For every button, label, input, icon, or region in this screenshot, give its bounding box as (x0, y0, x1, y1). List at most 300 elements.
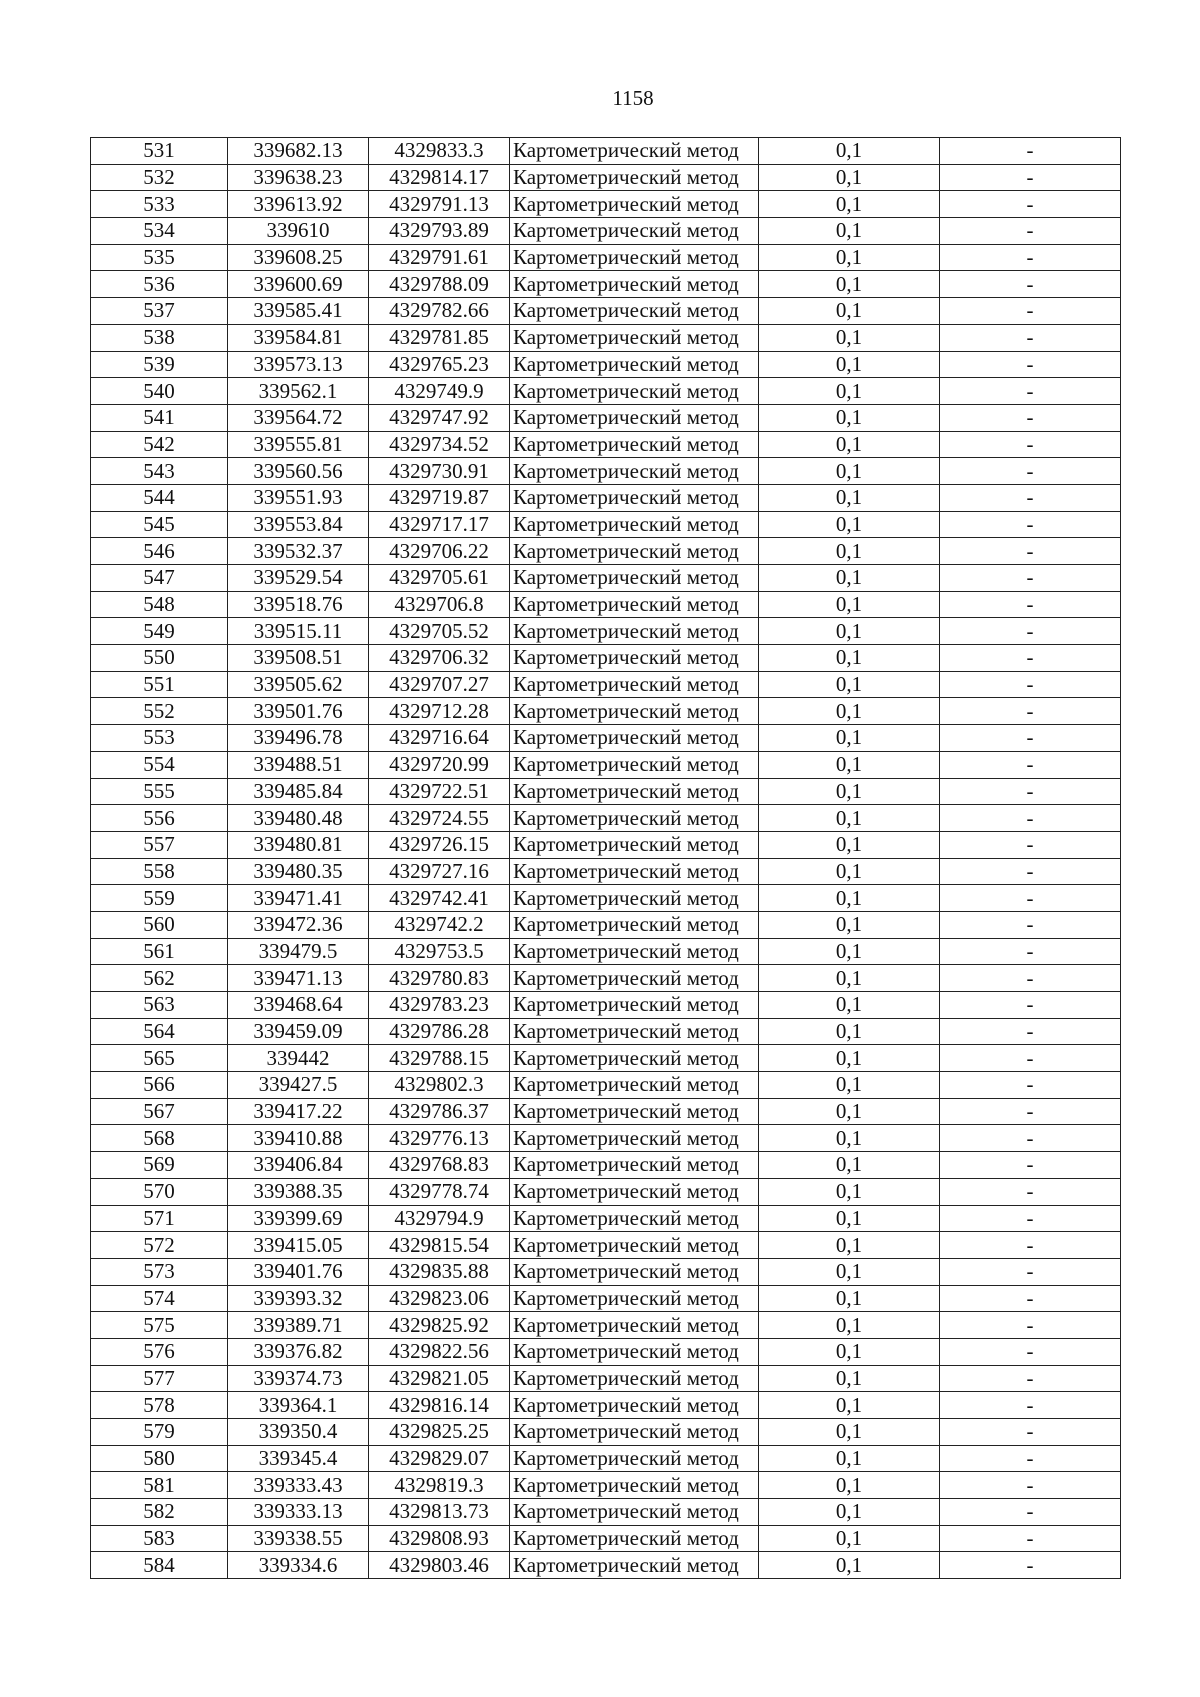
note-cell: - (940, 324, 1121, 351)
table-row (91, 1152, 1121, 1179)
point-number-cell: 572 (91, 1232, 228, 1259)
note-cell: - (940, 698, 1121, 725)
method-cell: Картометрический метод (510, 965, 759, 992)
accuracy-cell: 0,1 (759, 885, 940, 912)
accuracy-cell: 0,1 (759, 911, 940, 938)
method-cell: Картометрический метод (510, 271, 759, 298)
note-cell: - (940, 1205, 1121, 1232)
x-coordinate-cell: 339472.36 (228, 911, 369, 938)
point-number-cell: 567 (91, 1098, 228, 1125)
table-row (91, 1392, 1121, 1419)
note-cell: - (940, 1338, 1121, 1365)
accuracy-cell: 0,1 (759, 1098, 940, 1125)
y-coordinate-cell: 4329793.89 (369, 218, 510, 245)
x-coordinate-cell: 339551.93 (228, 484, 369, 511)
method-cell: Картометрический метод (510, 751, 759, 778)
table-row (91, 1338, 1121, 1365)
y-coordinate-cell: 4329780.83 (369, 965, 510, 992)
point-number-cell: 555 (91, 778, 228, 805)
note-cell: - (940, 618, 1121, 645)
point-number-cell: 560 (91, 911, 228, 938)
point-number-cell: 550 (91, 645, 228, 672)
y-coordinate-cell: 4329814.17 (369, 164, 510, 191)
method-cell: Картометрический метод (510, 191, 759, 218)
table-row (91, 751, 1121, 778)
table-row (91, 511, 1121, 538)
y-coordinate-cell: 4329786.37 (369, 1098, 510, 1125)
note-cell: - (940, 164, 1121, 191)
point-number-cell: 549 (91, 618, 228, 645)
x-coordinate-cell: 339417.22 (228, 1098, 369, 1125)
table-row (91, 1178, 1121, 1205)
y-coordinate-cell: 4329719.87 (369, 484, 510, 511)
note-cell: - (940, 1125, 1121, 1152)
note-cell: - (940, 1552, 1121, 1579)
accuracy-cell: 0,1 (759, 484, 940, 511)
method-cell: Картометрический метод (510, 164, 759, 191)
y-coordinate-cell: 4329706.32 (369, 645, 510, 672)
accuracy-cell: 0,1 (759, 1205, 940, 1232)
y-coordinate-cell: 4329791.13 (369, 191, 510, 218)
point-number-cell: 545 (91, 511, 228, 538)
y-coordinate-cell: 4329791.61 (369, 244, 510, 271)
point-number-cell: 580 (91, 1445, 228, 1472)
y-coordinate-cell: 4329822.56 (369, 1338, 510, 1365)
method-cell: Картометрический метод (510, 1499, 759, 1526)
x-coordinate-cell: 339573.13 (228, 351, 369, 378)
point-number-cell: 582 (91, 1499, 228, 1526)
y-coordinate-cell: 4329705.52 (369, 618, 510, 645)
table-row (91, 1419, 1121, 1446)
method-cell: Картометрический метод (510, 511, 759, 538)
method-cell: Картометрический метод (510, 298, 759, 325)
note-cell: - (940, 751, 1121, 778)
note-cell: - (940, 1499, 1121, 1526)
accuracy-cell: 0,1 (759, 191, 940, 218)
method-cell: Картометрический метод (510, 591, 759, 618)
x-coordinate-cell: 339532.37 (228, 538, 369, 565)
y-coordinate-cell: 4329825.25 (369, 1419, 510, 1446)
note-cell: - (940, 911, 1121, 938)
point-number-cell: 539 (91, 351, 228, 378)
accuracy-cell: 0,1 (759, 1472, 940, 1499)
accuracy-cell: 0,1 (759, 858, 940, 885)
point-number-cell: 552 (91, 698, 228, 725)
point-number-cell: 534 (91, 218, 228, 245)
point-number-cell: 579 (91, 1419, 228, 1446)
method-cell: Картометрический метод (510, 431, 759, 458)
x-coordinate-cell: 339505.62 (228, 671, 369, 698)
table-row (91, 298, 1121, 325)
table-row (91, 992, 1121, 1019)
page-number: 1158 (612, 86, 654, 110)
y-coordinate-cell: 4329765.23 (369, 351, 510, 378)
x-coordinate-cell: 339564.72 (228, 404, 369, 431)
method-cell: Картометрический метод (510, 911, 759, 938)
x-coordinate-cell: 339485.84 (228, 778, 369, 805)
note-cell: - (940, 1018, 1121, 1045)
accuracy-cell: 0,1 (759, 351, 940, 378)
table-row (91, 1472, 1121, 1499)
table-row (91, 1098, 1121, 1125)
accuracy-cell: 0,1 (759, 992, 940, 1019)
point-number-cell: 568 (91, 1125, 228, 1152)
y-coordinate-cell: 4329712.28 (369, 698, 510, 725)
method-cell: Картометрический метод (510, 645, 759, 672)
note-cell: - (940, 351, 1121, 378)
x-coordinate-cell: 339480.48 (228, 805, 369, 832)
method-cell: Картометрический метод (510, 565, 759, 592)
accuracy-cell: 0,1 (759, 324, 940, 351)
table-row (91, 1499, 1121, 1526)
note-cell: - (940, 645, 1121, 672)
accuracy-cell: 0,1 (759, 805, 940, 832)
y-coordinate-cell: 4329819.3 (369, 1472, 510, 1499)
table-row (91, 1312, 1121, 1339)
table-row (91, 1525, 1121, 1552)
x-coordinate-cell: 339600.69 (228, 271, 369, 298)
x-coordinate-cell: 339374.73 (228, 1365, 369, 1392)
x-coordinate-cell: 339585.41 (228, 298, 369, 325)
accuracy-cell: 0,1 (759, 378, 940, 405)
y-coordinate-cell: 4329749.9 (369, 378, 510, 405)
note-cell: - (940, 992, 1121, 1019)
table-row (91, 591, 1121, 618)
accuracy-cell: 0,1 (759, 1525, 940, 1552)
x-coordinate-cell: 339682.13 (228, 138, 369, 165)
method-cell: Картометрический метод (510, 1552, 759, 1579)
table-row (91, 805, 1121, 832)
method-cell: Картометрический метод (510, 404, 759, 431)
accuracy-cell: 0,1 (759, 751, 940, 778)
accuracy-cell: 0,1 (759, 164, 940, 191)
note-cell: - (940, 1045, 1121, 1072)
accuracy-cell: 0,1 (759, 271, 940, 298)
note-cell: - (940, 1152, 1121, 1179)
method-cell: Картометрический метод (510, 484, 759, 511)
point-number-cell: 543 (91, 458, 228, 485)
y-coordinate-cell: 4329781.85 (369, 324, 510, 351)
method-cell: Картометрический метод (510, 1445, 759, 1472)
y-coordinate-cell: 4329722.51 (369, 778, 510, 805)
method-cell: Картометрический метод (510, 1152, 759, 1179)
accuracy-cell: 0,1 (759, 1072, 940, 1099)
accuracy-cell: 0,1 (759, 538, 940, 565)
accuracy-cell: 0,1 (759, 458, 940, 485)
coordinates-table (90, 137, 1121, 1579)
method-cell: Картометрический метод (510, 805, 759, 832)
method-cell: Картометрический метод (510, 725, 759, 752)
point-number-cell: 562 (91, 965, 228, 992)
table-row (91, 858, 1121, 885)
x-coordinate-cell: 339480.35 (228, 858, 369, 885)
method-cell: Картометрический метод (510, 324, 759, 351)
method-cell: Картометрический метод (510, 1018, 759, 1045)
y-coordinate-cell: 4329717.17 (369, 511, 510, 538)
x-coordinate-cell: 339488.51 (228, 751, 369, 778)
x-coordinate-cell: 339471.13 (228, 965, 369, 992)
method-cell: Картометрический метод (510, 1258, 759, 1285)
note-cell: - (940, 1312, 1121, 1339)
note-cell: - (940, 671, 1121, 698)
method-cell: Картометрический метод (510, 1125, 759, 1152)
point-number-cell: 581 (91, 1472, 228, 1499)
method-cell: Картометрический метод (510, 938, 759, 965)
x-coordinate-cell: 339393.32 (228, 1285, 369, 1312)
point-number-cell: 547 (91, 565, 228, 592)
point-number-cell: 570 (91, 1178, 228, 1205)
y-coordinate-cell: 4329808.93 (369, 1525, 510, 1552)
accuracy-cell: 0,1 (759, 138, 940, 165)
note-cell: - (940, 138, 1121, 165)
accuracy-cell: 0,1 (759, 1152, 940, 1179)
point-number-cell: 531 (91, 138, 228, 165)
note-cell: - (940, 271, 1121, 298)
point-number-cell: 563 (91, 992, 228, 1019)
y-coordinate-cell: 4329706.22 (369, 538, 510, 565)
method-cell: Картометрический метод (510, 1472, 759, 1499)
method-cell: Картометрический метод (510, 1312, 759, 1339)
accuracy-cell: 0,1 (759, 1499, 940, 1526)
table-row (91, 911, 1121, 938)
y-coordinate-cell: 4329794.9 (369, 1205, 510, 1232)
table-row (91, 244, 1121, 271)
x-coordinate-cell: 339479.5 (228, 938, 369, 965)
x-coordinate-cell: 339427.5 (228, 1072, 369, 1099)
x-coordinate-cell: 339345.4 (228, 1445, 369, 1472)
point-number-cell: 578 (91, 1392, 228, 1419)
accuracy-cell: 0,1 (759, 965, 940, 992)
table-row (91, 725, 1121, 752)
x-coordinate-cell: 339459.09 (228, 1018, 369, 1045)
y-coordinate-cell: 4329802.3 (369, 1072, 510, 1099)
accuracy-cell: 0,1 (759, 778, 940, 805)
point-number-cell: 583 (91, 1525, 228, 1552)
note-cell: - (940, 858, 1121, 885)
y-coordinate-cell: 4329706.8 (369, 591, 510, 618)
method-cell: Картометрический метод (510, 1338, 759, 1365)
table-row (91, 885, 1121, 912)
method-cell: Картометрический метод (510, 671, 759, 698)
accuracy-cell: 0,1 (759, 591, 940, 618)
point-number-cell: 546 (91, 538, 228, 565)
table-row (91, 1205, 1121, 1232)
x-coordinate-cell: 339406.84 (228, 1152, 369, 1179)
table-row (91, 645, 1121, 672)
note-cell: - (940, 725, 1121, 752)
note-cell: - (940, 484, 1121, 511)
method-cell: Картометрический метод (510, 351, 759, 378)
y-coordinate-cell: 4329816.14 (369, 1392, 510, 1419)
table-row (91, 1365, 1121, 1392)
method-cell: Картометрический метод (510, 458, 759, 485)
table-row (91, 1072, 1121, 1099)
table-row (91, 404, 1121, 431)
x-coordinate-cell: 339508.51 (228, 645, 369, 672)
note-cell: - (940, 1178, 1121, 1205)
table-row (91, 698, 1121, 725)
point-number-cell: 584 (91, 1552, 228, 1579)
accuracy-cell: 0,1 (759, 1045, 940, 1072)
accuracy-cell: 0,1 (759, 1018, 940, 1045)
x-coordinate-cell: 339501.76 (228, 698, 369, 725)
x-coordinate-cell: 339638.23 (228, 164, 369, 191)
method-cell: Картометрический метод (510, 1365, 759, 1392)
y-coordinate-cell: 4329825.92 (369, 1312, 510, 1339)
point-number-cell: 532 (91, 164, 228, 191)
x-coordinate-cell: 339468.64 (228, 992, 369, 1019)
note-cell: - (940, 1098, 1121, 1125)
table-row (91, 938, 1121, 965)
point-number-cell: 561 (91, 938, 228, 965)
method-cell: Картометрический метод (510, 538, 759, 565)
accuracy-cell: 0,1 (759, 1312, 940, 1339)
y-coordinate-cell: 4329742.2 (369, 911, 510, 938)
point-number-cell: 544 (91, 484, 228, 511)
accuracy-cell: 0,1 (759, 671, 940, 698)
y-coordinate-cell: 4329803.46 (369, 1552, 510, 1579)
table-row (91, 671, 1121, 698)
accuracy-cell: 0,1 (759, 1365, 940, 1392)
point-number-cell: 541 (91, 404, 228, 431)
note-cell: - (940, 538, 1121, 565)
method-cell: Картометрический метод (510, 1232, 759, 1259)
x-coordinate-cell: 339410.88 (228, 1125, 369, 1152)
method-cell: Картометрический метод (510, 1098, 759, 1125)
note-cell: - (940, 885, 1121, 912)
point-number-cell: 573 (91, 1258, 228, 1285)
note-cell: - (940, 805, 1121, 832)
y-coordinate-cell: 4329813.73 (369, 1499, 510, 1526)
x-coordinate-cell: 339338.55 (228, 1525, 369, 1552)
note-cell: - (940, 244, 1121, 271)
point-number-cell: 538 (91, 324, 228, 351)
accuracy-cell: 0,1 (759, 565, 940, 592)
note-cell: - (940, 511, 1121, 538)
method-cell: Картометрический метод (510, 138, 759, 165)
x-coordinate-cell: 339496.78 (228, 725, 369, 752)
x-coordinate-cell: 339584.81 (228, 324, 369, 351)
note-cell: - (940, 1365, 1121, 1392)
x-coordinate-cell: 339401.76 (228, 1258, 369, 1285)
table-row (91, 1285, 1121, 1312)
accuracy-cell: 0,1 (759, 1285, 940, 1312)
x-coordinate-cell: 339415.05 (228, 1232, 369, 1259)
method-cell: Картометрический метод (510, 1045, 759, 1072)
x-coordinate-cell: 339555.81 (228, 431, 369, 458)
table-body (91, 138, 1121, 1579)
table-row (91, 431, 1121, 458)
table-row (91, 778, 1121, 805)
y-coordinate-cell: 4329742.41 (369, 885, 510, 912)
y-coordinate-cell: 4329833.3 (369, 138, 510, 165)
y-coordinate-cell: 4329705.61 (369, 565, 510, 592)
table-row (91, 271, 1121, 298)
y-coordinate-cell: 4329776.13 (369, 1125, 510, 1152)
y-coordinate-cell: 4329730.91 (369, 458, 510, 485)
method-cell: Картометрический метод (510, 858, 759, 885)
point-number-cell: 556 (91, 805, 228, 832)
accuracy-cell: 0,1 (759, 1232, 940, 1259)
y-coordinate-cell: 4329720.99 (369, 751, 510, 778)
method-cell: Картометрический метод (510, 1205, 759, 1232)
x-coordinate-cell: 339364.1 (228, 1392, 369, 1419)
x-coordinate-cell: 339333.43 (228, 1472, 369, 1499)
x-coordinate-cell: 339529.54 (228, 565, 369, 592)
point-number-cell: 577 (91, 1365, 228, 1392)
table-row (91, 378, 1121, 405)
method-cell: Картометрический метод (510, 244, 759, 271)
accuracy-cell: 0,1 (759, 1552, 940, 1579)
method-cell: Картометрический метод (510, 885, 759, 912)
y-coordinate-cell: 4329747.92 (369, 404, 510, 431)
accuracy-cell: 0,1 (759, 1419, 940, 1446)
note-cell: - (940, 1472, 1121, 1499)
y-coordinate-cell: 4329707.27 (369, 671, 510, 698)
point-number-cell: 569 (91, 1152, 228, 1179)
method-cell: Картометрический метод (510, 1525, 759, 1552)
method-cell: Картометрический метод (510, 378, 759, 405)
point-number-cell: 554 (91, 751, 228, 778)
point-number-cell: 575 (91, 1312, 228, 1339)
note-cell: - (940, 218, 1121, 245)
x-coordinate-cell: 339515.11 (228, 618, 369, 645)
point-number-cell: 564 (91, 1018, 228, 1045)
accuracy-cell: 0,1 (759, 1445, 940, 1472)
accuracy-cell: 0,1 (759, 645, 940, 672)
table-row (91, 1045, 1121, 1072)
method-cell: Картометрический метод (510, 618, 759, 645)
point-number-cell: 566 (91, 1072, 228, 1099)
method-cell: Картометрический метод (510, 1285, 759, 1312)
note-cell: - (940, 1419, 1121, 1446)
table-row (91, 965, 1121, 992)
y-coordinate-cell: 4329768.83 (369, 1152, 510, 1179)
point-number-cell: 535 (91, 244, 228, 271)
accuracy-cell: 0,1 (759, 938, 940, 965)
x-coordinate-cell: 339399.69 (228, 1205, 369, 1232)
accuracy-cell: 0,1 (759, 404, 940, 431)
table-row (91, 618, 1121, 645)
note-cell: - (940, 191, 1121, 218)
method-cell: Картометрический метод (510, 1392, 759, 1419)
note-cell: - (940, 1392, 1121, 1419)
accuracy-cell: 0,1 (759, 1125, 940, 1152)
x-coordinate-cell: 339389.71 (228, 1312, 369, 1339)
method-cell: Картометрический метод (510, 698, 759, 725)
x-coordinate-cell: 339610 (228, 218, 369, 245)
method-cell: Картометрический метод (510, 1072, 759, 1099)
note-cell: - (940, 938, 1121, 965)
note-cell: - (940, 404, 1121, 431)
note-cell: - (940, 1232, 1121, 1259)
y-coordinate-cell: 4329786.28 (369, 1018, 510, 1045)
x-coordinate-cell: 339350.4 (228, 1419, 369, 1446)
table-row (91, 324, 1121, 351)
note-cell: - (940, 565, 1121, 592)
note-cell: - (940, 1525, 1121, 1552)
note-cell: - (940, 778, 1121, 805)
table-row (91, 1125, 1121, 1152)
table-row (91, 831, 1121, 858)
accuracy-cell: 0,1 (759, 1258, 940, 1285)
point-number-cell: 571 (91, 1205, 228, 1232)
accuracy-cell: 0,1 (759, 244, 940, 271)
point-number-cell: 565 (91, 1045, 228, 1072)
y-coordinate-cell: 4329726.15 (369, 831, 510, 858)
accuracy-cell: 0,1 (759, 831, 940, 858)
y-coordinate-cell: 4329821.05 (369, 1365, 510, 1392)
